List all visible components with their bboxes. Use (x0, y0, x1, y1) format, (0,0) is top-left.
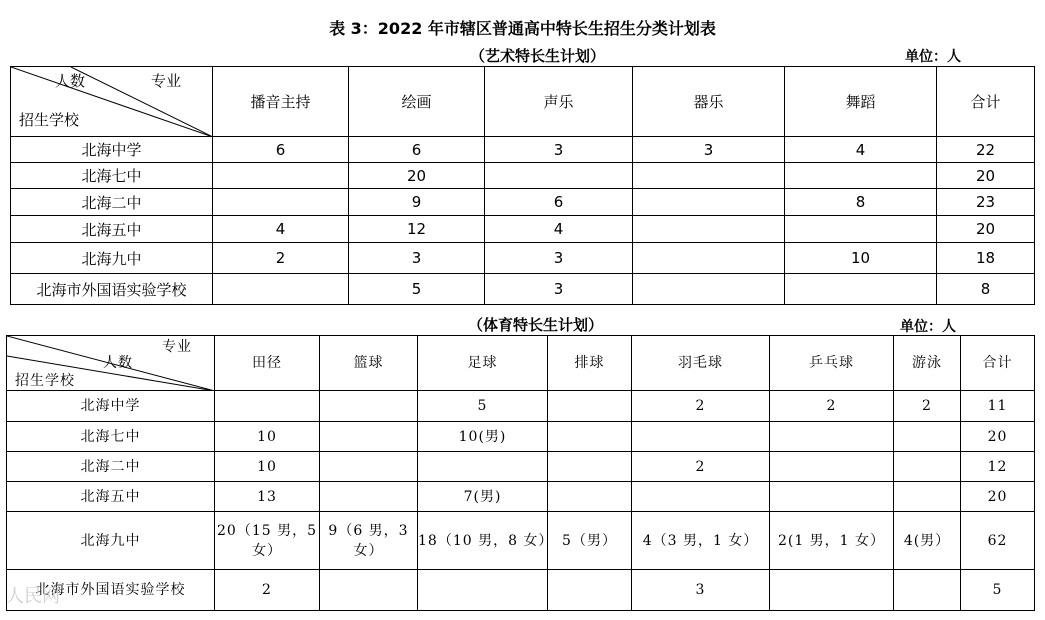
data-cell: 10 (215, 422, 320, 452)
data-cell: 22 (937, 137, 1035, 163)
data-cell: 20 (937, 163, 1035, 189)
data-cell (215, 391, 320, 422)
col-header: 羽毛球 (632, 336, 770, 391)
data-cell: 23 (937, 189, 1035, 216)
data-cell (785, 274, 937, 305)
col-header: 篮球 (320, 336, 418, 391)
table-row (11, 274, 1035, 305)
data-cell (320, 482, 418, 512)
col-header: 乒乓球 (770, 336, 894, 391)
data-cell (632, 482, 770, 512)
data-cell: 3 (633, 137, 785, 163)
school-name-cell: 北海市外国语实验学校 (11, 274, 213, 305)
table-row (7, 422, 1035, 452)
table-row (11, 243, 1035, 274)
data-cell (548, 482, 632, 512)
data-cell (785, 163, 937, 189)
data-cell: 8 (785, 189, 937, 216)
corner-count-label: 人数 (55, 72, 86, 90)
data-cell (894, 570, 961, 611)
sport-unit: 单位：人 (900, 319, 956, 335)
data-cell: 3 (485, 274, 633, 305)
data-cell: 2(1 男，1 女） (770, 512, 894, 570)
data-cell: 4(男） (894, 512, 961, 570)
art-unit: 单位：人 (905, 49, 961, 65)
data-cell: 5 (961, 570, 1035, 611)
corner-school-label: 招生学校 (15, 373, 75, 389)
data-cell (213, 274, 349, 305)
data-cell (633, 216, 785, 243)
table-row (7, 482, 1035, 512)
col-header: 播音主持 (213, 67, 349, 137)
data-cell: 12 (961, 452, 1035, 482)
data-cell: 9（6 男，3 女） (320, 512, 418, 570)
data-cell: 3 (632, 570, 770, 611)
data-cell: 6 (485, 189, 633, 216)
data-cell (894, 422, 961, 452)
table-row (7, 570, 1035, 611)
data-cell (633, 274, 785, 305)
data-cell: 2 (894, 391, 961, 422)
data-cell: 13 (215, 482, 320, 512)
data-cell (894, 482, 961, 512)
data-cell: 20 (349, 163, 485, 189)
data-cell (213, 189, 349, 216)
data-cell: 11 (961, 391, 1035, 422)
art-corner-header (11, 67, 213, 137)
data-cell (213, 163, 349, 189)
col-header: 器乐 (633, 67, 785, 137)
data-cell (633, 163, 785, 189)
data-cell (632, 422, 770, 452)
data-cell (320, 452, 418, 482)
data-cell (418, 452, 548, 482)
school-name-cell: 北海中学 (7, 391, 215, 422)
data-cell: 62 (961, 512, 1035, 570)
col-header: 游泳 (894, 336, 961, 391)
table-row (11, 137, 1035, 163)
data-cell: 5 (349, 274, 485, 305)
data-cell (770, 422, 894, 452)
data-cell: 7(男) (418, 482, 548, 512)
sport-subtitle: （体育特长生计划） (468, 316, 604, 334)
data-cell: 20 (961, 482, 1035, 512)
school-name-cell: 北海五中 (7, 482, 215, 512)
data-cell: 20 (961, 422, 1035, 452)
school-name-cell: 北海中学 (11, 137, 213, 163)
data-cell: 10(男) (418, 422, 548, 452)
data-cell: 2 (632, 391, 770, 422)
data-cell: 3 (485, 137, 633, 163)
table-row (7, 391, 1035, 422)
school-name-cell: 北海市外国语实验学校 (7, 570, 215, 611)
table-row (7, 452, 1035, 482)
data-cell (770, 570, 894, 611)
data-cell (320, 391, 418, 422)
watermark-logo: 人民网 (6, 586, 60, 607)
data-cell (548, 570, 632, 611)
corner-count-label: 人数 (103, 355, 133, 371)
data-cell: 12 (349, 216, 485, 243)
table-row (11, 216, 1035, 243)
data-cell: 2 (770, 391, 894, 422)
sport-corner-header (7, 336, 215, 391)
school-name-cell: 北海七中 (7, 422, 215, 452)
data-cell: 3 (485, 243, 633, 274)
school-name-cell: 北海二中 (7, 452, 215, 482)
data-cell: 2 (213, 243, 349, 274)
data-cell: 4 (213, 216, 349, 243)
corner-major-label: 专业 (162, 339, 192, 355)
col-header: 合计 (937, 67, 1035, 137)
data-cell: 4 (485, 216, 633, 243)
data-cell (320, 422, 418, 452)
col-header: 合计 (961, 336, 1035, 391)
col-header: 排球 (548, 336, 632, 391)
data-cell (548, 391, 632, 422)
data-cell (785, 216, 937, 243)
data-cell: 3 (349, 243, 485, 274)
school-name-cell: 北海七中 (11, 163, 213, 189)
data-cell: 8 (937, 274, 1035, 305)
data-cell: 20（15 男，5 女） (215, 512, 320, 570)
data-cell: 18（10 男，8 女） (418, 512, 548, 570)
data-cell (770, 482, 894, 512)
art-subtitle: （艺术特长生计划） (470, 47, 606, 65)
data-cell (418, 570, 548, 611)
data-cell: 18 (937, 243, 1035, 274)
school-name-cell: 北海五中 (11, 216, 213, 243)
col-header: 声乐 (485, 67, 633, 137)
data-cell: 10 (215, 452, 320, 482)
data-cell: 2 (215, 570, 320, 611)
data-cell: 20 (937, 216, 1035, 243)
data-cell: 2 (632, 452, 770, 482)
data-cell (548, 452, 632, 482)
data-cell (633, 189, 785, 216)
school-name-cell: 北海九中 (7, 512, 215, 570)
data-cell: 10 (785, 243, 937, 274)
data-cell (548, 422, 632, 452)
col-header: 绘画 (349, 67, 485, 137)
data-cell: 4 (785, 137, 937, 163)
corner-school-label: 招生学校 (19, 111, 80, 129)
data-cell (770, 452, 894, 482)
data-cell: 5（男） (548, 512, 632, 570)
document-title: 表 3：2022 年市辖区普通高中特长生招生分类计划表 (329, 19, 716, 38)
col-header: 田径 (215, 336, 320, 391)
corner-major-label: 专业 (151, 72, 182, 90)
data-cell (485, 163, 633, 189)
table-row (7, 512, 1035, 570)
art-plan-table (10, 66, 1035, 305)
data-cell: 5 (418, 391, 548, 422)
data-cell (633, 243, 785, 274)
col-header: 足球 (418, 336, 548, 391)
data-cell: 9 (349, 189, 485, 216)
school-name-cell: 北海九中 (11, 243, 213, 274)
school-name-cell: 北海二中 (11, 189, 213, 216)
table-row (11, 163, 1035, 189)
col-header: 舞蹈 (785, 67, 937, 137)
data-cell (894, 452, 961, 482)
table-row (11, 189, 1035, 216)
data-cell (320, 570, 418, 611)
sport-plan-table (6, 335, 1035, 611)
data-cell: 6 (349, 137, 485, 163)
data-cell: 4（3 男，1 女） (632, 512, 770, 570)
data-cell: 6 (213, 137, 349, 163)
